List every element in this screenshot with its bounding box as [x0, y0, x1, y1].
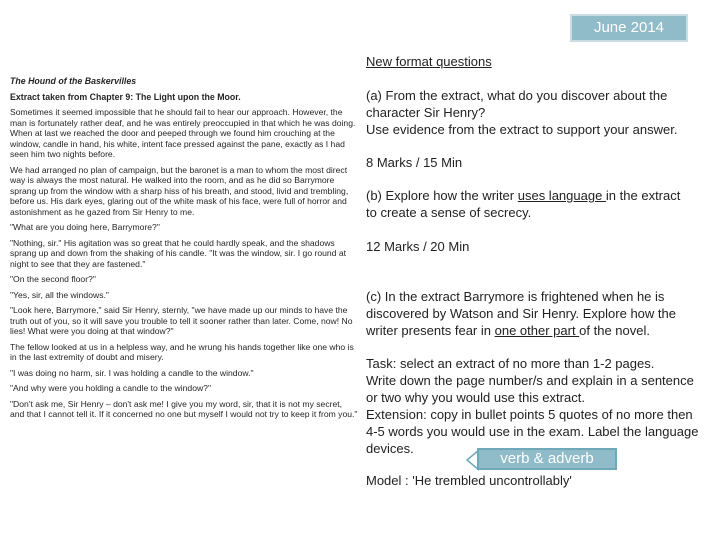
task-line: Extension: copy in bullet points 5 quotes of no more then [366, 407, 693, 422]
task-block [366, 355, 718, 457]
model-answer: Model : 'He trembled uncontrollably' [366, 473, 572, 488]
extract-paragraph: Sometimes it seemed impossible that he should fail to hear our approach. However, the man is fortunately rather deaf, and he was entirely preoccupied in that which he was doing. When at last we reached the door and peeped through we found him crouching at the window, candle in hand, his white, intent face pressed against the pane, exactly as I had seen him two nights before. [10, 107, 356, 159]
task-line: or two why you would use this extract. [366, 390, 585, 405]
question-c-line2: discovered by Watson and Sir Henry. Explore how the [366, 306, 676, 321]
extract-paragraph: We had arranged no plan of campaign, but the baronet is a man to whom the most direct way is always the most natural. He walked into the room, and as he did so Barrymore sprang up from the window with a sharp hiss of his breath, and stood, livid and trembling, before us. His dark eyes, glaring out of the white mask of his face, were full of horror and astonishment as he gazed from Sir Henry to me. [10, 164, 349, 217]
marks-b: 12 Marks / 20 Min [366, 239, 470, 254]
extract-paragraph: "Nothing, sir." His agitation was so great that he could hardly speak, and the shadows sprang up and down from the shaking of his candle. "It was the window, sir. I go round at night to see that they are fastened." [10, 237, 347, 269]
extract-paragraph: "What are you doing here, Barrymore?" [10, 222, 160, 232]
extract-paragraph: "Look here, Barrymore," said Sir Henry, sternly, "we have made up our minds to have the truth out of you, so it will save you trouble to tell it sooner rather than later. Come, now! No lies! What were you doing at that window?" [10, 305, 353, 336]
question-c-underlined: one other part [494, 323, 580, 338]
question-b [366, 187, 718, 221]
question-c-text-end: of the novel. [579, 323, 650, 338]
question-b-underlined: uses language [517, 188, 606, 203]
questions-heading: New format questions [366, 54, 492, 69]
extract-paragraph: "I was doing no harm, sir. I was holding a candle to the window." [10, 367, 254, 378]
task-line: Task: select an extract of no more than 1-2 pages. [366, 356, 655, 371]
extract-paragraph: The fellow looked at us in a helpless way, and he wrung his hands together like one who is in the last extremity of doubt and misery. [10, 341, 354, 362]
question-c-line3 [366, 322, 718, 339]
task-line: 4-5 words you would use in the exam. Label the language [366, 424, 699, 439]
question-c-line1: (c) In the extract Barrymore is frightened when he is [366, 289, 665, 304]
question-a-line: character Sir Henry? [366, 105, 486, 120]
question-c-text: writer presents fear in [366, 323, 495, 338]
extract-text [10, 76, 358, 425]
task-line: devices. [366, 441, 414, 456]
question-b-text: (b) Explore how the writer [366, 188, 518, 203]
marks-a: 8 Marks / 15 Min [366, 155, 463, 170]
date-badge: June 2014 [570, 14, 688, 42]
extract-subtitle: Extract taken from Chapter 9: The Light upon the Moor. [10, 91, 241, 102]
extract-paragraph: "On the second floor?" [10, 274, 96, 284]
question-a-line: (a) From the extract, what do you discover about the [366, 88, 668, 103]
question-a-line: Use evidence from the extract to support your answer. [366, 122, 678, 137]
question-b-line1 [366, 187, 718, 204]
verb-adverb-label: verb & adverb [477, 448, 617, 470]
task-line: Write down the page number/s and explain in a sentence [366, 373, 694, 388]
extract-paragraph: "Don't ask me, Sir Henry – don't ask me! I give you my word, sir, that it is not my secret, and that I cannot tell it. If it concerned no one but myself I would not try to keep it from you." [10, 398, 358, 419]
question-c [366, 288, 718, 339]
question-b-text-end: in the extract [605, 188, 681, 203]
question-b-line2: to create a sense of secrecy. [366, 205, 532, 220]
extract-paragraph: "Yes, sir, all the windows." [10, 289, 109, 300]
question-a [366, 87, 718, 138]
extract-title: The Hound of the Baskervilles [10, 76, 137, 86]
extract-paragraph: "And why were you holding a candle to the window?" [10, 383, 212, 393]
